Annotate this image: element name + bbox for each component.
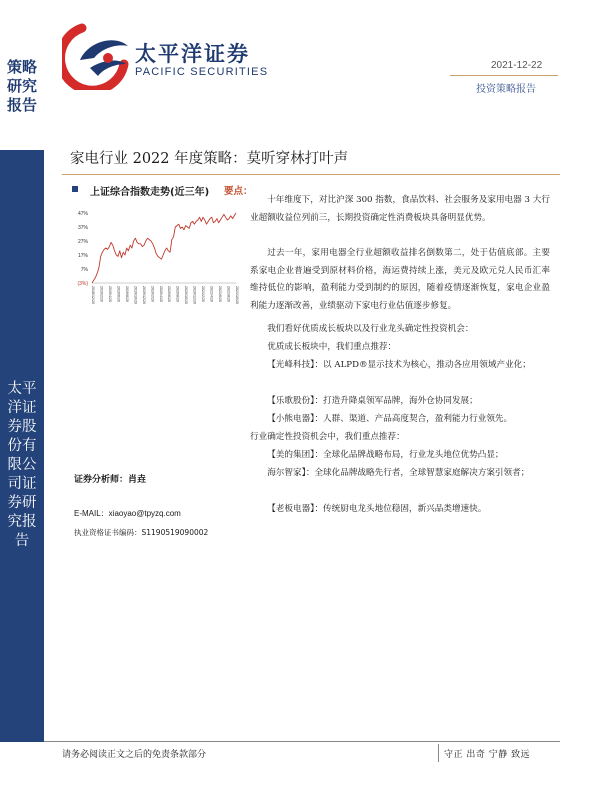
chart-x-tick-label: 2019/12/20 — [141, 286, 146, 304]
sidebar-top — [0, 0, 44, 150]
footer-motto: 守正 出奇 宁静 致远 — [444, 750, 531, 760]
index-line-chart — [64, 205, 244, 325]
chart-y-tick-label: (3%) — [77, 281, 88, 287]
logo-dot — [103, 53, 113, 63]
chart-y-tick-label: 17% — [77, 253, 88, 259]
chart-y-tick-label: 47% — [77, 211, 88, 217]
chart-x-tick-label: 2019/6/20 — [116, 286, 121, 302]
logo-name-cn: 太平洋证券 — [135, 42, 250, 66]
key-point-paragraph: 【小熊电器】：人群、渠道、产品高度契合，盈利能力行业领先。 — [267, 414, 513, 424]
chart-x-tick-label: 2020/6/20 — [167, 286, 172, 302]
sidebar-dark-band — [0, 150, 44, 742]
logo-name-en: PACIFIC SECURITIES — [135, 66, 269, 78]
chart-x-tick-label: 2020/4/20 — [158, 286, 163, 302]
chart-title: 上证综合指数走势(近三年) — [90, 187, 210, 198]
footer-divider — [44, 741, 560, 742]
key-point-paragraph: 【老板电器】：传统厨电龙头地位稳固，新兴品类增速快。 — [267, 504, 487, 514]
chart-y-tick-label: 7% — [80, 267, 88, 273]
chart-x-tick-label: 2020/8/20 — [175, 286, 180, 302]
sidebar-report-category: 策略研究报告 — [6, 58, 37, 114]
key-point-paragraph: 【美的集团】：全球化品牌战略布局，行业龙头地位优势凸显； — [267, 450, 504, 460]
key-point-paragraph: 【光峰科技】：以 ALPD®显示技术为核心，推动各应用领域产业化； — [267, 360, 531, 370]
report-date: 2021-12-22 — [491, 60, 543, 71]
chart-series-line — [92, 213, 236, 283]
report-type: 投资策略报告 — [476, 84, 536, 95]
chart-x-tick-label: 2020/10/20 — [184, 286, 189, 304]
title-divider — [62, 174, 560, 175]
chart-bullet-icon — [72, 186, 78, 192]
footer-separator — [438, 744, 439, 762]
chart-x-tick-label: 2021/8/20 — [226, 286, 231, 302]
analyst-certificate: 执业资格证书编码：S1190519090002 — [74, 528, 209, 537]
chart-x-tick-label: 2018/12/20 — [91, 286, 95, 304]
key-point-paragraph: 十年维度下，对比沪深 300 指数，食品饮料、社会服务及家用电器 3 大行业超额收益位列前三，长期投资确定性消费板块具备明显优势。 — [250, 195, 550, 223]
key-point-paragraph: 优质成长板块中，我们重点推荐： — [267, 342, 397, 352]
sidebar-company-label: 太平洋证券股份有限公司证券研究报告 — [7, 381, 37, 549]
chart-x-tick-label: 2019/10/20 — [133, 286, 138, 304]
page-title: 家电行业 2022 年度策略：莫听穿林打叶声 — [70, 151, 349, 167]
chart-x-tick-label: 2021/6/20 — [218, 286, 223, 302]
chart-x-tick-label: 2021/2/20 — [201, 286, 206, 302]
chart-x-tick-label: 2020/2/20 — [150, 286, 155, 302]
key-point-paragraph: 【乐歌股份】：打造升降桌领军品牌，海外仓协同发展； — [267, 396, 478, 406]
key-point-paragraph: 海尔智家】：全球化品牌战略先行者，全球智慧家庭解决方案引领者； — [267, 468, 530, 478]
chart-x-tick-label: 2021/4/20 — [209, 286, 214, 302]
key-point-paragraph: 过去一年，家用电器全行业超额收益排名倒数第二，处于估值底部。主要系家电企业普遍受到原材料价格，海运费持续上涨，美元及欧元兑人民币汇率维持低位的影响，盈利能力受到制约的原因，随着疫情逐渐恢复，家电企业盈利能力逐渐改善，业绩驱动下家电行业估值逐步修复。 — [250, 248, 550, 311]
chart-y-tick-label: 37% — [77, 225, 88, 231]
key-point-paragraph: 我们看好优质成长板块以及行业龙头确定性投资机会： — [267, 324, 474, 334]
header-divider — [450, 75, 558, 76]
chart-x-tick-label: 2019/2/20 — [99, 286, 104, 302]
chart-y-tick-label: 27% — [77, 239, 88, 245]
footer-disclaimer: 请务必阅读正文之后的免责条款部分 — [62, 750, 207, 760]
key-point-paragraph: 行业确定性投资机会中，我们重点推荐： — [250, 432, 405, 442]
logo-red-arc — [62, 28, 124, 90]
chart-x-tick-label: 2019/4/20 — [107, 286, 112, 302]
key-points-heading: 要点： — [224, 186, 253, 197]
analyst-email: E-MAIL：xiaoyao@tpyzq.com — [74, 509, 181, 518]
analyst-name: 证券分析师：肖垚 — [74, 475, 147, 485]
chart-x-tick-label: 2019/8/20 — [124, 286, 129, 302]
left-sidebar-band — [0, 0, 44, 792]
chart-x-tick-label: 2020/12/20 — [192, 286, 197, 304]
chart-x-tick-label: 2021/10/20 — [235, 286, 239, 304]
